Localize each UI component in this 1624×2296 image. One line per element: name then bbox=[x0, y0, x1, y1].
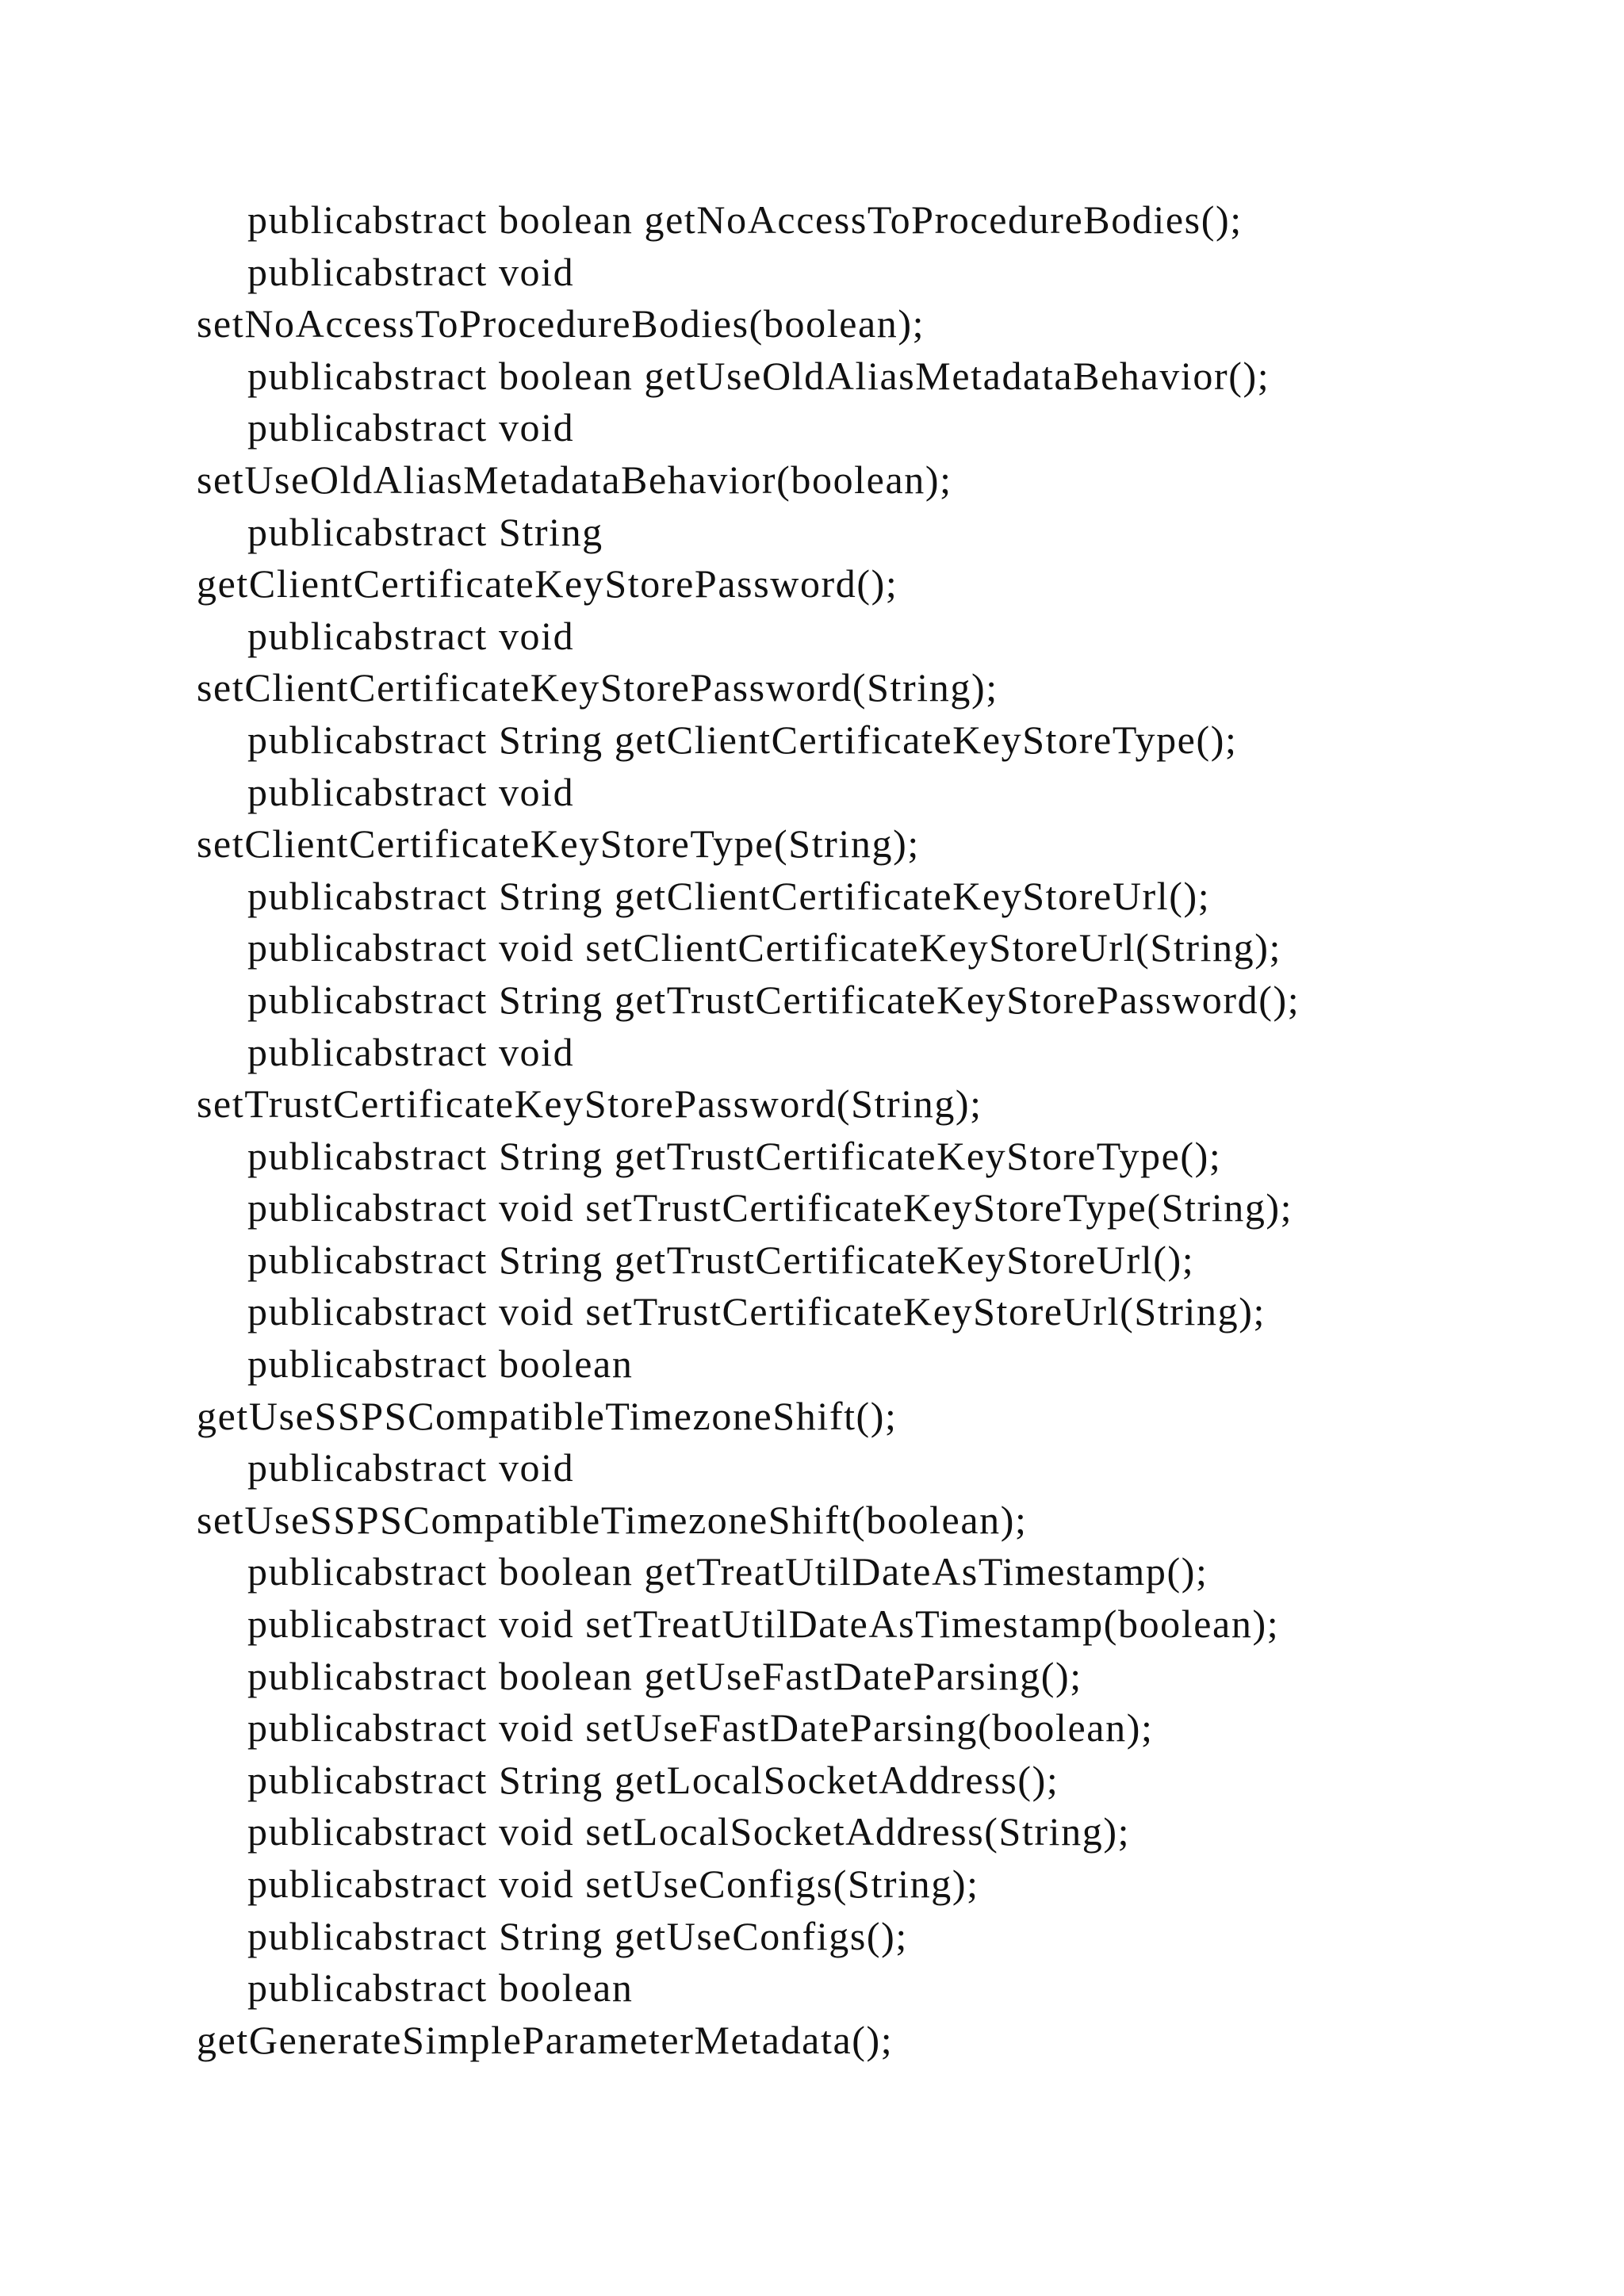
code-line: publicabstract String getClientCertificateKeyStoreUrl(); bbox=[247, 873, 1211, 918]
code-line: publicabstract boolean bbox=[247, 1965, 634, 2011]
code-line: publicabstract void bbox=[247, 613, 575, 658]
code-line: publicabstract boolean getNoAccessToProcedureBodies(); bbox=[247, 197, 1243, 242]
code-line: getClientCertificateKeyStorePassword(); bbox=[197, 561, 898, 607]
code-line: publicabstract void bbox=[247, 1445, 575, 1490]
code-line: publicabstract void bbox=[247, 769, 575, 814]
code-line: publicabstract void setTrustCertificateKeyStoreUrl(String); bbox=[247, 1289, 1266, 1334]
code-line: getGenerateSimpleParameterMetadata(); bbox=[197, 2017, 894, 2062]
code-line: publicabstract boolean getUseOldAliasMetadataBehavior(); bbox=[247, 353, 1270, 398]
code-line: publicabstract void setTreatUtilDateAsTimestamp(boolean); bbox=[247, 1601, 1280, 1647]
code-line: publicabstract void setClientCertificateKeyStoreUrl(String); bbox=[247, 925, 1282, 970]
code-line: setClientCertificateKeyStorePassword(String); bbox=[197, 665, 998, 710]
code-line: publicabstract void bbox=[247, 1029, 575, 1074]
code-line: publicabstract void setLocalSocketAddress(String); bbox=[247, 1809, 1131, 1854]
code-line: setTrustCertificateKeyStorePassword(String); bbox=[197, 1081, 982, 1127]
code-line: publicabstract String getUseConfigs(); bbox=[247, 1913, 908, 1958]
code-line: setNoAccessToProcedureBodies(boolean); bbox=[197, 301, 925, 346]
code-text-block bbox=[197, 194, 1434, 2066]
code-line: publicabstract String getTrustCertificateKeyStoreType(); bbox=[247, 1133, 1222, 1178]
code-line: getUseSSPSCompatibleTimezoneShift(); bbox=[197, 1393, 898, 1438]
code-line: publicabstract String getClientCertificateKeyStoreType(); bbox=[247, 717, 1238, 762]
code-line: publicabstract boolean getTreatUtilDateAsTimestamp(); bbox=[247, 1549, 1208, 1594]
code-line: publicabstract void bbox=[247, 249, 575, 294]
code-line: publicabstract void bbox=[247, 405, 575, 450]
code-line: publicabstract void setTrustCertificateKeyStoreType(String); bbox=[247, 1185, 1293, 1230]
code-line: setUseOldAliasMetadataBehavior(boolean); bbox=[197, 457, 952, 502]
code-line: publicabstract void setUseConfigs(String); bbox=[247, 1862, 979, 1906]
code-line: setClientCertificateKeyStoreType(String); bbox=[197, 821, 920, 867]
code-line: publicabstract boolean getUseFastDateParsing(); bbox=[247, 1653, 1082, 1698]
code-line: publicabstract boolean bbox=[247, 1341, 634, 1387]
code-line: setUseSSPSCompatibleTimezoneShift(boolean); bbox=[197, 1497, 1028, 1542]
code-line: publicabstract String getLocalSocketAddress(); bbox=[247, 1757, 1059, 1802]
code-line: publicabstract String getTrustCertificateKeyStorePassword(); bbox=[247, 977, 1300, 1022]
code-line: publicabstract String bbox=[247, 509, 603, 554]
code-line: publicabstract void setUseFastDateParsing(boolean); bbox=[247, 1705, 1154, 1751]
code-line: publicabstract String getTrustCertificateKeyStoreUrl(); bbox=[247, 1237, 1195, 1282]
